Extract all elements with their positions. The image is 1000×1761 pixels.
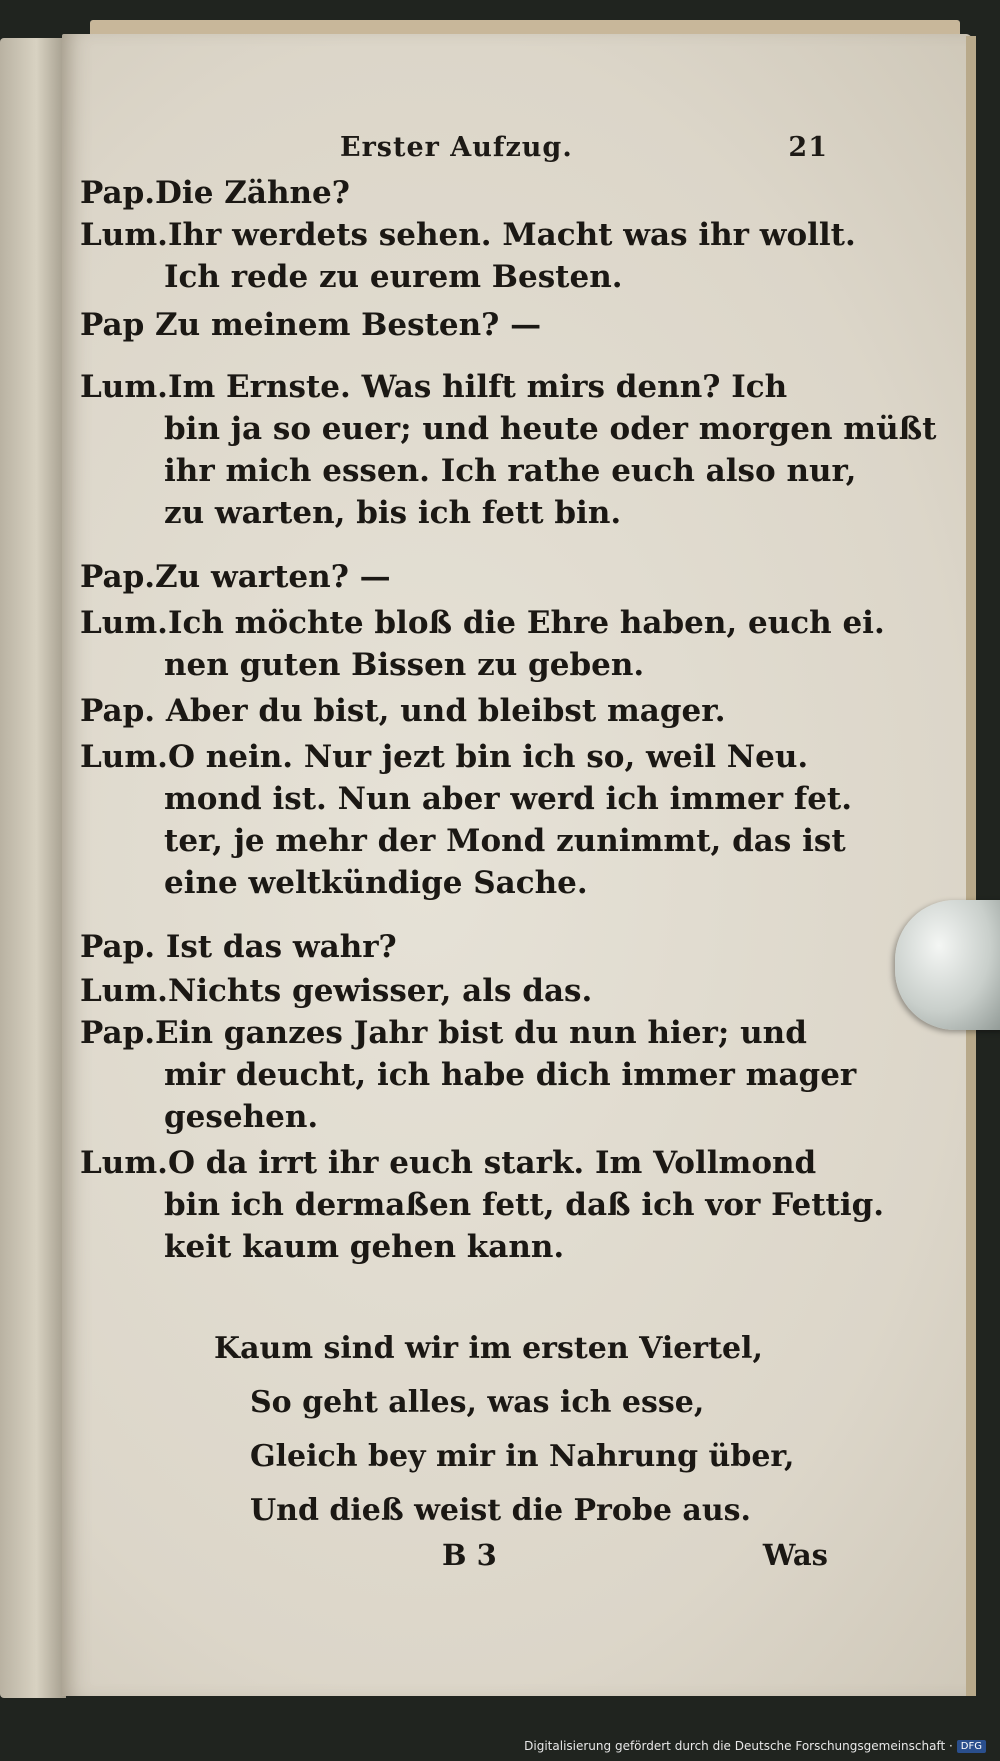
- speech-line: [80, 970, 840, 1012]
- speech-line: [80, 690, 840, 732]
- speaker: Lum.: [80, 973, 168, 1009]
- speaker: Pap: [80, 307, 145, 343]
- running-title: Erster Aufzug.: [340, 132, 573, 163]
- speech-line: bin ja so euer; und heute oder morgen müßt: [164, 411, 937, 447]
- speech-text: Ich möchte bloß die Ehre haben, euch ei.: [167, 605, 885, 641]
- speech-text: Ein ganzes Jahr bist du nun hier; und: [155, 1015, 807, 1051]
- speech-line: keit kaum gehen kann.: [164, 1229, 565, 1265]
- speaker: Lum.: [80, 605, 168, 641]
- speech-line: mond ist. Nun aber werd ich immer fet.: [164, 781, 853, 817]
- speech: [80, 172, 840, 214]
- speech-line: Ich rede zu eurem Besten.: [164, 259, 623, 295]
- speech-text: Ihr werdets sehen. Macht was ihr wollt.: [167, 217, 856, 253]
- verse-stanza: [214, 1322, 795, 1538]
- catchword: Was: [762, 1538, 828, 1572]
- speech-line: bin ich dermaßen fett, daß ich vor Fettig.: [164, 1187, 885, 1223]
- speaker: Pap.: [80, 175, 156, 211]
- speech: [80, 690, 840, 732]
- page-footer: [80, 1538, 828, 1582]
- speech-line: [80, 1142, 840, 1184]
- speech: [80, 366, 937, 534]
- speech-text: Aber du bist, und bleibst mager.: [165, 693, 726, 729]
- speech-line: ter, je mehr der Mond zunimmt, das ist: [164, 823, 846, 859]
- speech: [80, 602, 885, 686]
- speech-text: O da irrt ihr euch stark. Im Vollmond: [167, 1145, 817, 1181]
- speech: [80, 926, 840, 968]
- digitization-credit: [524, 1735, 986, 1757]
- speech-line: nen guten Bissen zu geben.: [164, 647, 645, 683]
- verse-line: Und dieß weist die Probe aus.: [250, 1493, 751, 1528]
- speaker: Lum.: [80, 217, 168, 253]
- speaker: Pap.: [80, 929, 156, 965]
- speech-line: gesehen.: [164, 1099, 319, 1135]
- speech-line: [80, 304, 840, 346]
- page-header: [80, 126, 828, 170]
- speech-line: eine weltkündige Sache.: [164, 865, 588, 901]
- signature-mark: B 3: [442, 1538, 497, 1572]
- speech-line: [80, 366, 840, 408]
- speech-text: Im Ernste. Was hilft mirs denn? Ich: [167, 369, 788, 405]
- speech-text: Die Zähne?: [155, 175, 350, 211]
- speech-line: [80, 602, 885, 644]
- dfg-logo: DFG: [957, 1740, 986, 1753]
- speech-text: Zu warten? —: [155, 559, 391, 595]
- page-number: 21: [788, 132, 828, 163]
- speech-line: [80, 926, 840, 968]
- facing-page-edge: [0, 38, 66, 1698]
- speech: [80, 214, 856, 298]
- speech: [80, 304, 840, 346]
- speaker: Lum.: [80, 369, 168, 405]
- speech-line: [80, 556, 840, 598]
- speech-line: zu warten, bis ich fett bin.: [164, 495, 622, 531]
- speaker: Pap.: [80, 559, 156, 595]
- speech: [80, 736, 853, 904]
- speech-line: [80, 172, 840, 214]
- page-holder-clip: [895, 900, 1000, 1030]
- speech: [80, 1012, 857, 1138]
- speech: [80, 1142, 885, 1268]
- speaker: Lum.: [80, 739, 168, 775]
- speech-text: Nichts gewisser, als das.: [167, 973, 593, 1009]
- credit-text: Digitalisierung gefördert durch die Deutsche Forschungsgemeinschaft ·: [524, 1739, 953, 1753]
- speech: [80, 970, 840, 1012]
- speech-line: [80, 214, 856, 256]
- speaker: Pap.: [80, 1015, 156, 1051]
- verse-line: Gleich bey mir in Nahrung über,: [250, 1439, 795, 1474]
- speech-text: Ist das wahr?: [165, 929, 397, 965]
- verse-line: Kaum sind wir im ersten Viertel,: [214, 1331, 763, 1366]
- speech-line: ihr mich essen. Ich rathe euch also nur,: [164, 453, 857, 489]
- speaker: Pap.: [80, 693, 156, 729]
- verse-line: So geht alles, was ich esse,: [250, 1385, 705, 1420]
- speech: [80, 556, 840, 598]
- speech-line: [80, 1012, 840, 1054]
- speech-text: Zu meinem Besten? —: [155, 307, 542, 343]
- speech-text: O nein. Nur jezt bin ich so, weil Neu.: [167, 739, 809, 775]
- speaker: Lum.: [80, 1145, 168, 1181]
- page-fore-edge: [966, 36, 976, 1696]
- speech-line: mir deucht, ich habe dich immer mager: [164, 1057, 857, 1093]
- speech-line: [80, 736, 840, 778]
